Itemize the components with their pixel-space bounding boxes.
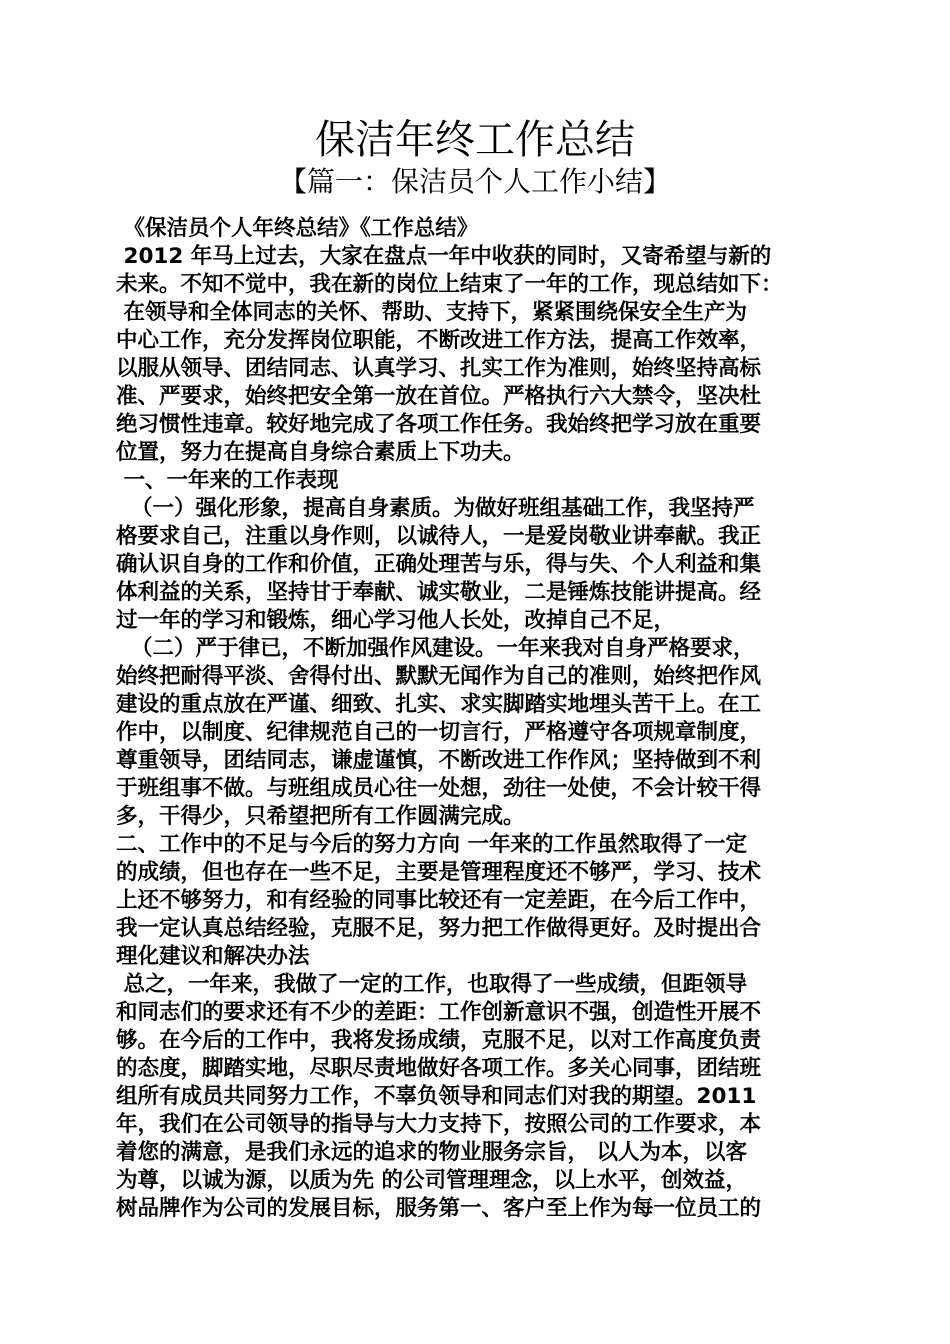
- body-line: 二、工作中的不足与今后的努力方向 一年来的工作虽然取得了一定: [116, 832, 747, 857]
- body-line: 和同志们的要求还有不少的差距：工作创新意识不强，创造性开展不: [116, 1000, 762, 1025]
- body-line: 上还不够努力，和有经验的同事比较还有一定差距，在今后工作中，: [116, 888, 762, 913]
- body-line: 一、一年来的工作表现: [116, 468, 339, 493]
- body-line: 年，我们在公司领导的指导与大力支持下，按照公司的工作要求，本: [116, 1112, 762, 1137]
- body-line: 过一年的学习和锻炼，细心学习他人长处，改掉自己不足，: [116, 608, 676, 633]
- body-line: 我一定认真总结经验，克服不足，努力把工作做得更好。及时提出合: [116, 916, 762, 941]
- body-line: 确认识自身的工作和价值，正确处理苦与乐，得与失、个人利益和集: [116, 552, 762, 577]
- body-line: 建设的重点放在严谨、细致、扎实、求实脚踏实地埋头苦干上。在工: [116, 692, 762, 717]
- body-line: 理化建议和解决办法: [116, 944, 310, 969]
- body-line: 准、严要求，始终把安全第一放在首位。严格执行六大禁令，坚决杜: [116, 384, 762, 409]
- body-line: 在领导和全体同志的关怀、帮助、支持下，紧紧围绕保安全生产为: [116, 300, 747, 325]
- body-line: 《保洁员个人年终总结》《工作总结》: [116, 216, 479, 241]
- body-line: （一）强化形象，提高自身素质。为做好班组基础工作，我坚持严: [116, 496, 755, 521]
- body-line: 为尊，以诚为源，以质为先 的公司管理理念，以上水平，创效益，: [116, 1168, 747, 1193]
- body-line: 够。在今后的工作中，我将发扬成绩，克服不足，以对工作高度负责: [116, 1028, 762, 1053]
- body-line: 绝习惯性违章。较好地完成了各项工作任务。我始终把学习放在重要: [116, 412, 762, 437]
- body-line: 尊重领导，团结同志，谦虚谨慎，不断改进工作作风；坚持做到不利: [116, 748, 762, 773]
- document-subtitle: 【篇一：保洁员个人工作小结】: [278, 165, 671, 198]
- body-line: 格要求自己，注重以身作则，以诚待人，一是爱岗敬业讲奉献。我正: [116, 524, 762, 549]
- body-line: 2012 年马上过去，大家在盘点一年中收获的同时，又寄希望与新的: [116, 244, 772, 269]
- body-line: 位置，努力在提高自身综合素质上下功夫。: [116, 440, 525, 465]
- body-line: 中心工作，充分发挥岗位职能，不断改进工作方法，提高工作效率，: [116, 328, 762, 353]
- body-line: 组所有成员共同努力工作，不辜负领导和同志们对我的期望。2011: [116, 1084, 757, 1109]
- body-line: 始终把耐得平淡、舍得付出、默默无闻作为自己的准则，始终把作风: [116, 664, 762, 689]
- body-line: 以服从领导、团结同志、认真学习、扎实工作为准则，始终坚持高标: [116, 356, 762, 381]
- body-line: 树品牌作为公司的发展目标，服务第一、客户至上作为每一位员工的: [116, 1196, 762, 1221]
- body-line: 未来。不知不觉中，我在新的岗位上结束了一年的工作，现总结如下：: [116, 272, 783, 297]
- body-line: 总之，一年来，我做了一定的工作，也取得了一些成绩，但距领导: [116, 972, 747, 997]
- body-line: 于班组事不做。与班组成员心往一处想，劲往一处使，不会计较干得: [116, 776, 762, 801]
- body-line: 体利益的关系，坚持甘于奉献、诚实敬业，二是锤炼技能讲提高。经: [116, 580, 762, 605]
- document-title: 保洁年终工作总结: [315, 117, 635, 163]
- body-line: 的态度，脚踏实地，尽职尽责地做好各项工作。多关心同事，团结班: [116, 1056, 762, 1081]
- body-line: 的成绩，但也存在一些不足，主要是管理程度还不够严，学习、技术: [116, 860, 762, 885]
- body-line: 着您的满意，是我们永远的追求的物业服务宗旨， 以人为本，以客: [116, 1140, 747, 1165]
- document-body: [116, 215, 852, 1223]
- body-line: （二）严于律已，不断加强作风建设。一年来我对自身严格要求，: [116, 636, 755, 661]
- body-line: 多，干得少，只希望把所有工作圆满完成。: [116, 804, 525, 829]
- body-line: 作中，以制度、纪律规范自己的一切言行，严格遵守各项规章制度，: [116, 720, 762, 745]
